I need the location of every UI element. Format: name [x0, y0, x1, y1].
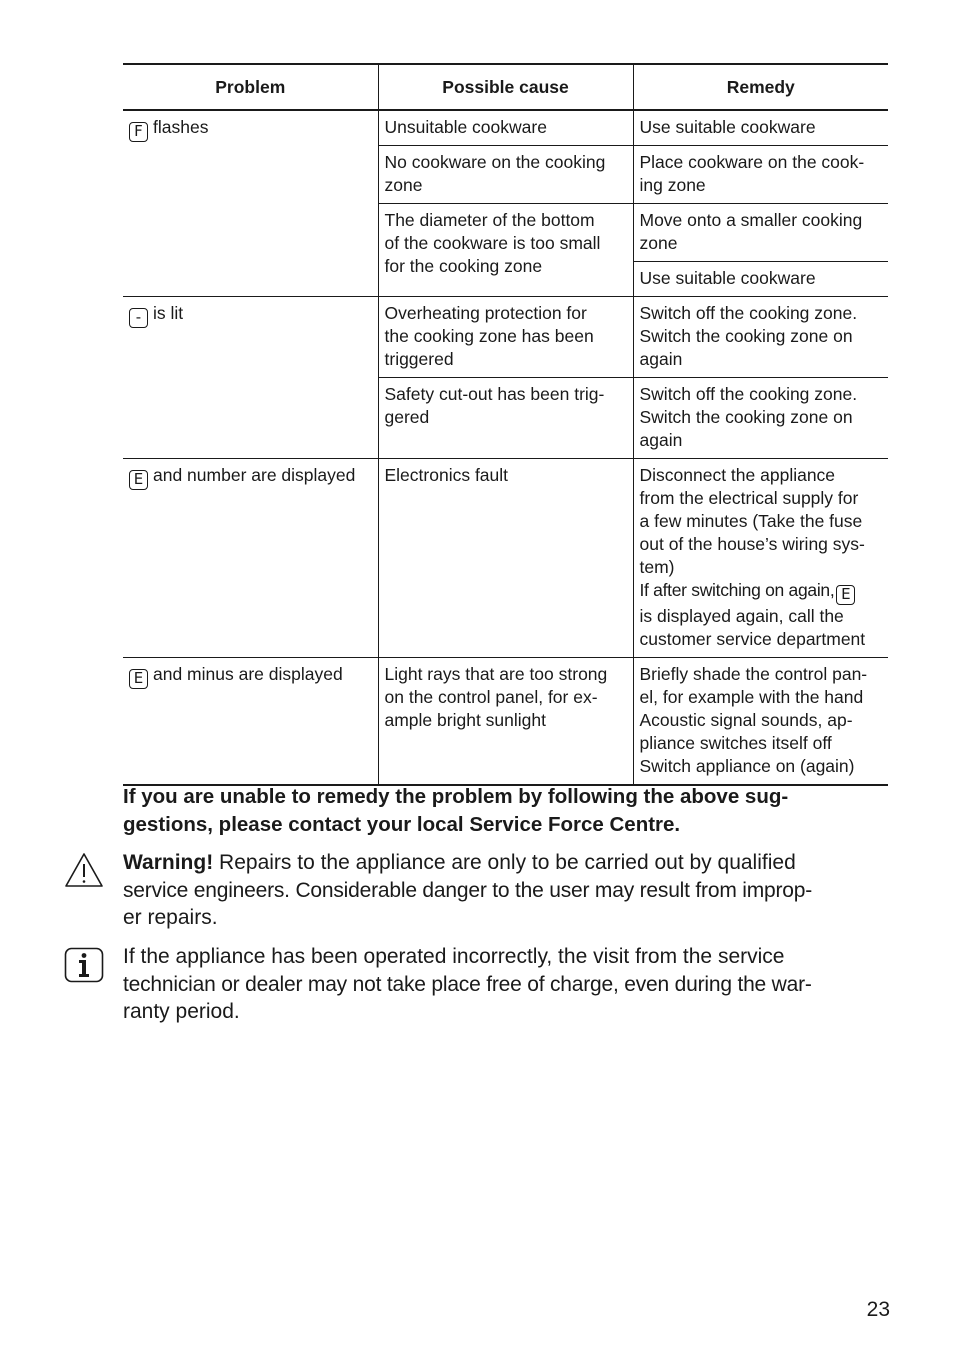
remedy-cell [633, 146, 888, 204]
remedy-line: el, for example with the hand [639, 687, 864, 707]
remedy-line: again [639, 430, 683, 450]
table-row [123, 459, 888, 658]
remedy-line: Switch the cooking zone on [639, 407, 853, 427]
display-symbol-e-icon: E [129, 470, 148, 490]
info-line: ranty period. [123, 1000, 240, 1023]
remedy-cell: Use suitable cookware [633, 262, 888, 297]
cause-line: of the cookware is too small [384, 233, 601, 253]
problem-text: is lit [153, 303, 184, 323]
remedy-line: out of the house’s wiring sys- [639, 534, 865, 554]
remedy-cell [633, 297, 888, 378]
remedy-line: Acoustic signal sounds, ap- [639, 710, 853, 730]
header-problem: Problem [123, 64, 378, 110]
cause-line: Safety cut-out has been trig- [384, 384, 605, 404]
cause-line: gered [384, 407, 430, 427]
problem-text: and number are displayed [153, 465, 356, 485]
info-line: If the appliance has been operated incorrectly, the visit from the service [123, 945, 785, 968]
remedy-line: Switch the cooking zone on [639, 326, 853, 346]
cause-line: triggered [384, 349, 454, 369]
cause-cell [378, 146, 633, 204]
remedy-line: a few minutes (Take the fuse [639, 511, 863, 531]
cause-line: The diameter of the bottom [384, 210, 595, 230]
remedy-line: Place cookware on the cook- [639, 152, 865, 172]
problem-cell [123, 658, 378, 786]
header-remedy: Remedy [633, 64, 888, 110]
cause-line: No cookware on the cooking [384, 152, 606, 172]
problem-cell [123, 459, 378, 658]
warning-triangle-icon [64, 852, 104, 888]
remedy-line: ing zone [639, 175, 706, 195]
remedy-line [640, 579, 883, 605]
remedy-line: customer service department [639, 629, 866, 649]
cause-line: Light rays that are too strong [384, 664, 608, 684]
page-number: 23 [866, 1298, 890, 1321]
cause-cell: Electronics fault [378, 459, 633, 658]
table-row [123, 110, 888, 146]
display-symbol-minus-icon: - [129, 308, 148, 328]
remedy-line: Move onto a smaller cooking [639, 210, 863, 230]
cause-cell [378, 297, 633, 378]
cause-cell: Unsuitable cookware [378, 110, 633, 146]
problem-cell [123, 297, 378, 459]
warning-label: Warning! [123, 851, 214, 874]
remedy-line-text: If after switching on again, [639, 580, 835, 600]
note-line: If you are unable to remedy the problem by following the above sug- [123, 785, 789, 808]
cause-line: the cooking zone has been [384, 326, 594, 346]
remedy-line: pliance switches itself off [639, 733, 832, 753]
warning-line: er repairs. [123, 906, 218, 929]
remedy-cell [633, 459, 888, 658]
cause-cell [378, 658, 633, 786]
warning-paragraph [123, 849, 893, 932]
display-symbol-f-icon: F [129, 122, 148, 142]
problem-text: flashes [153, 117, 209, 137]
remedy-line: zone [639, 233, 678, 253]
table-row [123, 658, 888, 786]
remedy-cell [633, 378, 888, 459]
remedy-line: Switch off the cooking zone. [639, 384, 858, 404]
header-possible-cause: Possible cause [378, 64, 633, 110]
remedy-line: Switch off the cooking zone. [639, 303, 858, 323]
cause-line: Overheating protection for [384, 303, 587, 323]
troubleshooting-table [123, 63, 888, 786]
warning-line [123, 849, 893, 877]
table-header-row [123, 64, 888, 110]
remedy-line: Switch appliance on (again) [639, 756, 855, 776]
info-icon [64, 947, 104, 983]
display-symbol-e-icon: E [129, 669, 148, 689]
warning-line: service engineers. Considerable danger to the user may result from improp- [123, 878, 813, 902]
note-line: gestions, please contact your local Service Force Centre. [123, 813, 681, 836]
info-line: technician or dealer may not take place free of charge, even during the war- [123, 972, 812, 996]
cause-line: on the control panel, for ex- [384, 687, 598, 707]
remedy-line: again [639, 349, 683, 369]
cause-line: for the cooking zone [384, 256, 543, 276]
display-symbol-e-icon: E [836, 585, 855, 605]
remedy-line: Disconnect the appliance [639, 465, 836, 485]
remedy-cell [633, 204, 888, 262]
cause-cell [378, 378, 633, 459]
cause-line: ample bright sunlight [384, 710, 546, 730]
cause-cell [378, 204, 633, 297]
cause-line: zone [384, 175, 423, 195]
remedy-line: is displayed again, call the [639, 606, 844, 626]
remedy-cell: Use suitable cookware [633, 110, 888, 146]
table-row [123, 297, 888, 378]
service-contact-note [123, 783, 893, 839]
remedy-line: from the electrical supply for [639, 488, 859, 508]
remedy-line: tem) [639, 557, 675, 577]
info-paragraph [123, 943, 893, 1026]
warning-text: Repairs to the appliance are only to be carried out by qualified [213, 851, 796, 874]
problem-text: and minus are displayed [153, 664, 343, 684]
remedy-line: Briefly shade the control pan- [639, 664, 868, 684]
problem-cell [123, 110, 378, 297]
remedy-cell [633, 658, 888, 786]
